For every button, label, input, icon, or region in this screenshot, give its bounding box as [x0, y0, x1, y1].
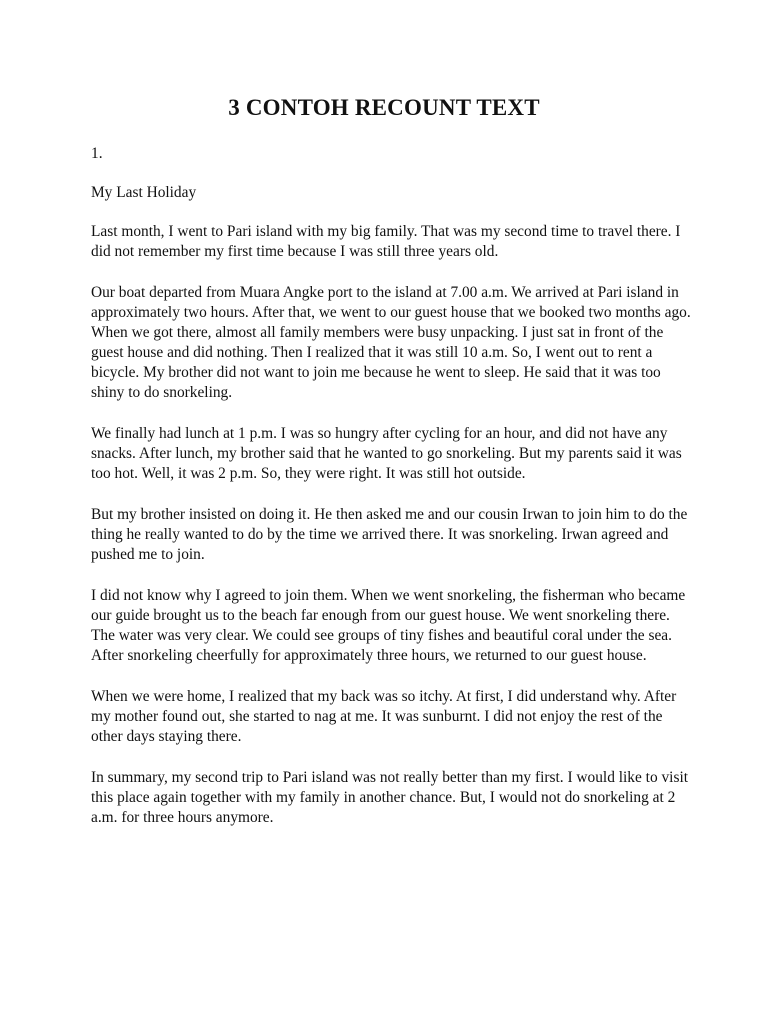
- paragraph-1: Last month, I went to Pari island with my big family. That was my second time to travel there. I did not remember my first time because I was still three years old.: [91, 223, 681, 260]
- paragraph-3: We finally had lunch at 1 p.m. I was so hungry after cycling for an hour, and did not have any snacks. After lunch, my brother said that he wanted to go snorkeling. But my parents said it was too hot. Well, it was 2 p.m. So, they were right. It was still hot outside.: [91, 425, 682, 482]
- paragraph-5: I did not know why I agreed to join them. When we went snorkeling, the fisherman who became our guide brought us to the beach far enough from our guest house. We went snorkeling there. The water was very clear. We could see groups of tiny fishes and beautiful coral under the sea. After snorkeling cheerfully for approximately three hours, we returned to our guest house.: [91, 587, 686, 664]
- paragraph-7: In summary, my second trip to Pari island was not really better than my first. I would like to visit this place again together with my family in another chance. But, I would not do snorkeling at 2 a.m. for three hours anymore.: [91, 769, 688, 826]
- paragraph-2: Our boat departed from Muara Angke port to the island at 7.00 a.m. We arrived at Pari island in approximately two hours. After that, we went to our guest house that we booked two months ago. When we got there, almost all family members were busy unpacking. I just sat in front of the guest house and did nothing. Then I realized that it was still 10 a.m. So, I went out to rent a bicycle. My brother did not want to join me because he went to sleep. He said that it was too shiny to do snorkeling.: [91, 284, 691, 401]
- document-body: [91, 144, 691, 849]
- story-title: My Last Holiday: [91, 184, 197, 201]
- item-number: 1.: [91, 145, 103, 162]
- paragraph-4: But my brother insisted on doing it. He then asked me and our cousin Irwan to join him to do the thing he really wanted to do by the time we arrived there. It was snorkeling. Irwan agreed and pushed me to join.: [91, 506, 688, 563]
- document-title: 3 CONTOH RECOUNT TEXT: [228, 95, 540, 120]
- paragraph-6: When we were home, I realized that my back was so itchy. At first, I did understand why. After my mother found out, she started to nag at me. It was sunburnt. I did not enjoy the rest of the other days staying there.: [91, 688, 677, 745]
